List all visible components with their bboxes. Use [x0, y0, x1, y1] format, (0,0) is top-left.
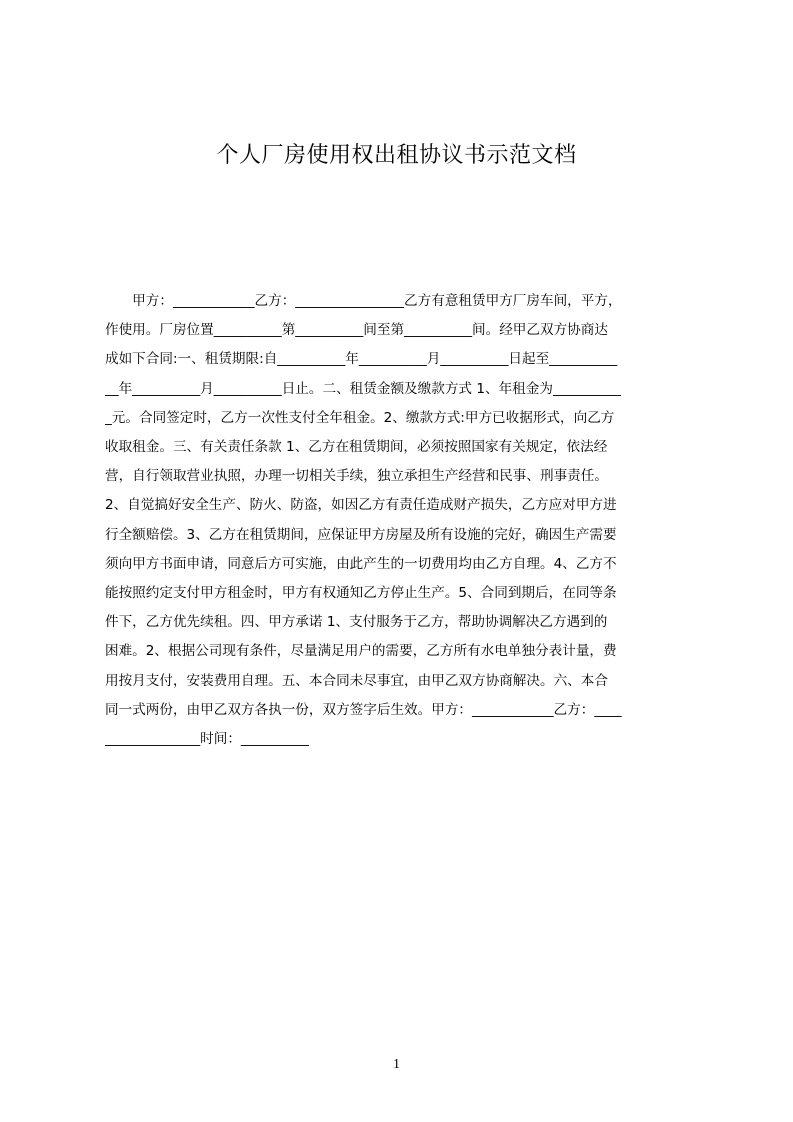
body-line: ______________时间：__________ — [105, 731, 309, 748]
body-line: 能按照约定支付甲方租金时，甲方有权通知乙方停止生产。5、合同到期后，在同等条 — [105, 585, 617, 602]
body-line: 作使用。厂房位置__________第__________间至第__________间。经甲乙双方协商达 — [105, 322, 608, 339]
body-line: 2、自觉搞好安全生产、防火、防盗，如因乙方有责任造成财产损失，乙方应对甲方进 — [105, 497, 617, 514]
body-line: 用按月支付，安装费用自理。五、本合同未尽事宜，由甲乙双方协商解决。六、本合 — [105, 672, 608, 689]
body-line: 收取租金。三、有关责任条款 1、乙方在租赁期间，必须按照国家有关规定，依法经 — [105, 439, 608, 456]
body-line: 须向甲方书面申请，同意后方可实施，由此产生的一切费用均由乙方自理。4、乙方不 — [105, 555, 617, 572]
document-body — [105, 287, 695, 754]
body-line: 行全额赔偿。3、乙方在租赁期间，应保证甲方房屋及所有设施的完好，确因生产需要 — [105, 526, 617, 543]
body-line: _元。合同签定时，乙方一次性支付全年租金。2、缴款方式:甲方已收据形式，向乙方 — [105, 409, 615, 426]
body-line: 困难。2、根据公司现有条件，尽量满足用户的需要，乙方所有水电单独分表计量，费 — [105, 643, 617, 660]
document-title: 个人厂房使用权出租协议书示范文档 — [216, 143, 577, 168]
body-line: 成如下合同:一、租赁期限:自__________年__________月__________日起至__________ — [105, 351, 618, 368]
body-line: 营，自行领取营业执照，办理一切相关手续，独立承担生产经营和民事、刑事责任。 — [105, 468, 608, 485]
body-line: __年__________月__________日止。二、租赁金额及缴款方式 1、年租金为__________ — [105, 380, 621, 397]
body-line: 件下，乙方优先续租。四、甲方承诺 1、支付服务于乙方，帮助协调解决乙方遇到的 — [105, 614, 608, 631]
body-line: 甲方：____________乙方：________________乙方有意租赁甲方厂房车间，平方， — [105, 293, 622, 309]
page-number: 1 — [393, 1057, 400, 1072]
body-line: 同一式两份，由甲乙双方各执一份，双方签字后生效。甲方：____________乙方：____ — [105, 701, 622, 718]
